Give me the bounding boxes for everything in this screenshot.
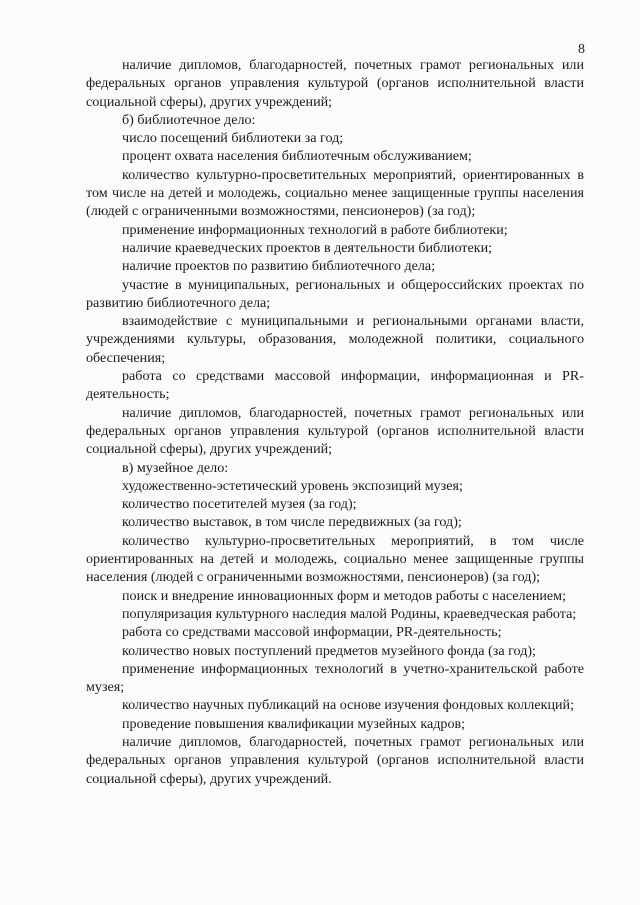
- paragraph: наличие дипломов, благодарностей, почетных грамот региональных или федеральных органов управления культурой (органов исполнительной власти социальной сферы), других учреждений.: [86, 733, 584, 787]
- paragraph: количество научных публикаций на основе изучения фондовых коллекций;: [122, 697, 574, 714]
- paragraph: наличие проектов по развитию библиотечного дела;: [122, 258, 436, 275]
- paragraph: наличие краеведческих проектов в деятельности библиотеки;: [122, 239, 493, 256]
- paragraph: применение информационных технологий в работе библиотеки;: [122, 221, 508, 238]
- paragraph: проведение повышения квалификации музейных кадров;: [122, 715, 466, 732]
- paragraph: количество посетителей музея (за год);: [122, 496, 357, 513]
- paragraph: художественно-эстетический уровень экспозиций музея;: [122, 477, 463, 494]
- paragraph: популяризация культурного наследия малой Родины, краеведческая работа;: [122, 605, 577, 622]
- page-number: 8: [578, 42, 585, 57]
- paragraph: применение информационных технологий в учетно-хранительской работе музея;: [86, 660, 584, 696]
- paragraph: работа со средствами массовой информации, информационная и PR-деятельность;: [86, 368, 584, 403]
- paragraph: взаимодействие с муниципальными и региональными органами власти, учреждениями культуры, образования, молодежной политики, социального обеспечения;: [86, 313, 584, 366]
- paragraph: количество выставок, в том числе передвижных (за год);: [122, 514, 462, 531]
- paragraph: поиск и внедрение инновационных форм и методов работы с населением;: [122, 587, 566, 604]
- paragraph: наличие дипломов, благодарностей, почетных грамот региональных или федеральных органов управления культурой (органов исполнительной власти социальной сферы), других учреждений;: [86, 404, 584, 458]
- section-heading-library: б) библиотечное дело:: [122, 111, 256, 128]
- paragraph: количество культурно-просветительных мероприятий, ориентированных в том числе на детей и молодежь, социально менее защищенные группы населения (людей с ограниченными возможностями, пенсионеров) (за год);: [86, 166, 584, 220]
- paragraph: количество культурно-просветительных мероприятий, в том числе ориентированных на детей и молодежь, социально менее защищенные группы населения (людей с ограниченными возможностями, пенсионеров) (за год);: [86, 532, 584, 586]
- section-heading-museum: в) музейное дело:: [122, 459, 229, 476]
- paragraph: количество новых поступлений предметов музейного фонда (за год);: [122, 642, 536, 659]
- paragraph: число посещений библиотеки за год;: [122, 130, 344, 147]
- paragraph: работа со средствами массовой информации, PR-деятельность;: [122, 624, 502, 641]
- paragraph: участие в муниципальных, региональных и общероссийских проектах по развитию библиотечного дела;: [86, 276, 584, 311]
- document-body: [86, 56, 584, 788]
- paragraph: процент охвата населения библиотечным обслуживанием;: [122, 148, 472, 165]
- paragraph: наличие дипломов, благодарностей, почетных грамот региональных или федеральных органов управления культурой (органов исполнительной власти социальной сферы), других учреждений;: [86, 57, 584, 110]
